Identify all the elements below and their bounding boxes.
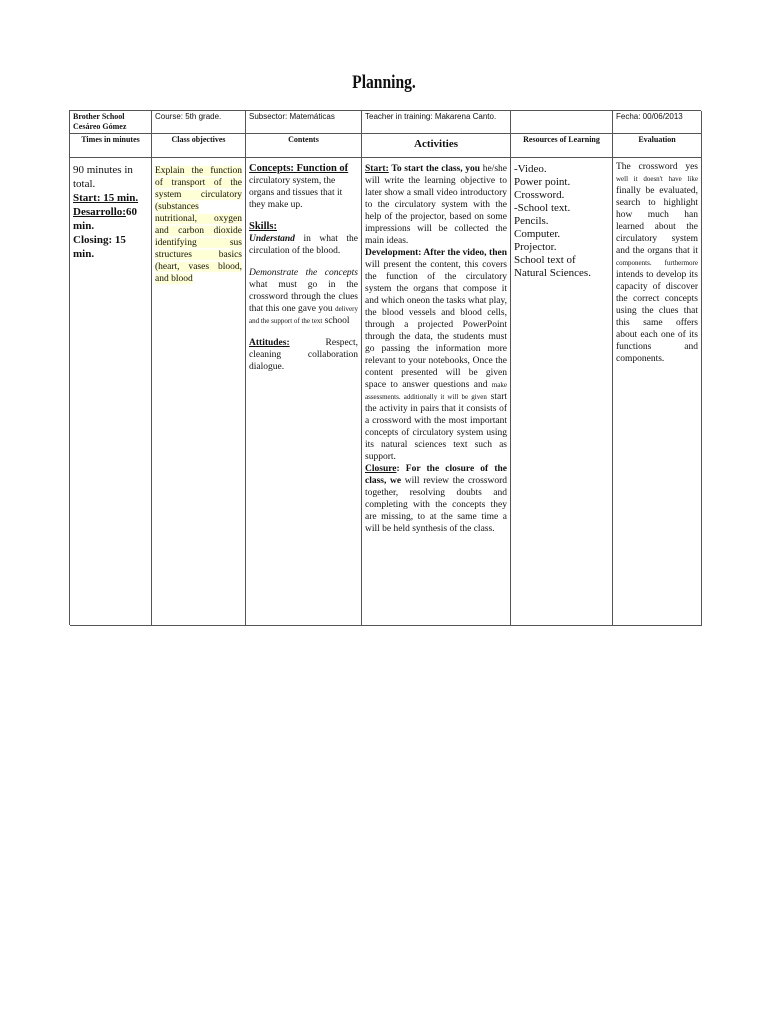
activities-cell: [362, 158, 511, 626]
column-header-contents: Contents: [246, 134, 362, 158]
development-small: make assessments. additionally it will be given: [365, 381, 508, 401]
page-title: Planning.: [352, 72, 416, 93]
evaluation-line3: finally be evaluated, search to highlight how much han learned about the circulatory system and the organs that it: [616, 186, 698, 256]
understand-label: Understand: [249, 234, 295, 244]
subsector-cell: Subsector: Matemáticas: [246, 111, 362, 134]
times-start: Start: 15 min.: [73, 192, 139, 204]
course-cell: Course: 5th grade.: [152, 111, 246, 134]
date-cell: Fecha: 00/06/2013: [613, 111, 702, 134]
start-bold: To start the class, you: [391, 164, 481, 174]
demonstrate-small: delivery and the support of the text: [249, 305, 358, 325]
resource-item: -Video.: [514, 163, 547, 175]
evaluation-line2: well it doesn't have like: [616, 175, 698, 183]
understand-text: in what the circulation of the blood.: [249, 234, 358, 256]
attitudes-label: Attitudes:: [249, 338, 290, 348]
closure-text: will review the crossword together, resolving doubts and completing with the concepts they are missing, to at the same time a will be held synthesis of the class.: [365, 476, 508, 534]
teacher-cell: Teacher in training: Makarena Canto.: [362, 111, 511, 134]
column-header-times: Times in minutes: [70, 134, 152, 158]
column-header-row: [70, 134, 702, 158]
concepts-label: Concepts: Function of: [249, 163, 349, 174]
start-label: Start:: [365, 164, 389, 174]
resource-item: Computer.: [514, 228, 561, 240]
attitudes-text: Respect, cleaning collaboration dialogue.: [249, 338, 358, 372]
column-header-activities: Activities: [362, 134, 511, 158]
school-cell: Brother School Cesáreo Gómez: [70, 111, 152, 134]
planning-table: [69, 110, 701, 625]
development-tail: start the activity in pairs that it consists of a crossword with the most important concepts of circulatory system using its natural sciences text such as support.: [365, 392, 508, 462]
skills-label: Skills:: [249, 221, 278, 232]
resources-cell: [511, 158, 613, 626]
closure-bold: : For the closure of the class, we: [365, 464, 507, 486]
contents-cell: [246, 158, 362, 626]
times-closing: Closing: 15 min.: [73, 234, 126, 260]
resource-item: Crossword.: [514, 189, 565, 201]
resource-item: Power point.: [514, 176, 571, 188]
times-total: 90 minutes in total.: [73, 164, 133, 190]
resource-item: School text of Natural Sciences.: [514, 254, 591, 279]
development-text: will present the content, this covers the function of the circulatory system the organs that compose it and which oneon the tasks what play, the blood vessels and blood cells, through a projected PowerPoint through the data, the students must go passing the information more relevant to your notebooks, Once the content presented will be given space to answer questions and: [365, 260, 507, 390]
evaluation-line1: The crossword yes: [616, 162, 698, 172]
evaluation-line4: components. furthermore: [616, 259, 698, 267]
closure-label: Closure: [365, 464, 397, 474]
demonstrate-tail: school: [324, 316, 350, 326]
resource-item: Pencils.: [514, 215, 549, 227]
demonstrate-text: what must go in the crossword through the clues that this one gave you: [249, 280, 358, 314]
resource-item: -School text.: [514, 202, 571, 214]
table-info-row: [70, 111, 702, 134]
times-cell: [70, 158, 152, 626]
development-label: Development: After the video, then: [365, 248, 507, 258]
resource-item: Projector.: [514, 241, 557, 253]
evaluation-cell: [613, 158, 702, 626]
objectives-cell: [152, 158, 246, 626]
concepts-text: circulatory system, the organs and tissues that it they make up.: [249, 176, 343, 210]
table-body-row: [70, 158, 702, 626]
evaluation-line5: intends to develop its capacity of discover the correct concepts using the clues that this same offers about each one of its functions and components.: [616, 270, 698, 364]
times-desarrollo-value: 60 min.: [73, 206, 137, 232]
column-header-objectives: Class objectives: [152, 134, 246, 158]
empty-info-cell: [511, 111, 613, 134]
start-text: he/she will write the learning objective to later show a small video introductory to the circulatory system with the help of the projector, based on some impressions will be collected the main ideas.: [365, 164, 507, 246]
objectives-text: Explain the function of transport of the system circulatory (substances nutritional, oxygen and carbon dioxide identifying sus structures basics (heart, vases blood, and blood: [155, 166, 242, 284]
column-header-evaluation: Evaluation: [613, 134, 702, 158]
times-desarrollo-label: Desarrollo:: [73, 206, 126, 218]
demonstrate-label: Demonstrate the concepts: [249, 268, 358, 278]
column-header-resources: Resources of Learning: [511, 134, 613, 158]
